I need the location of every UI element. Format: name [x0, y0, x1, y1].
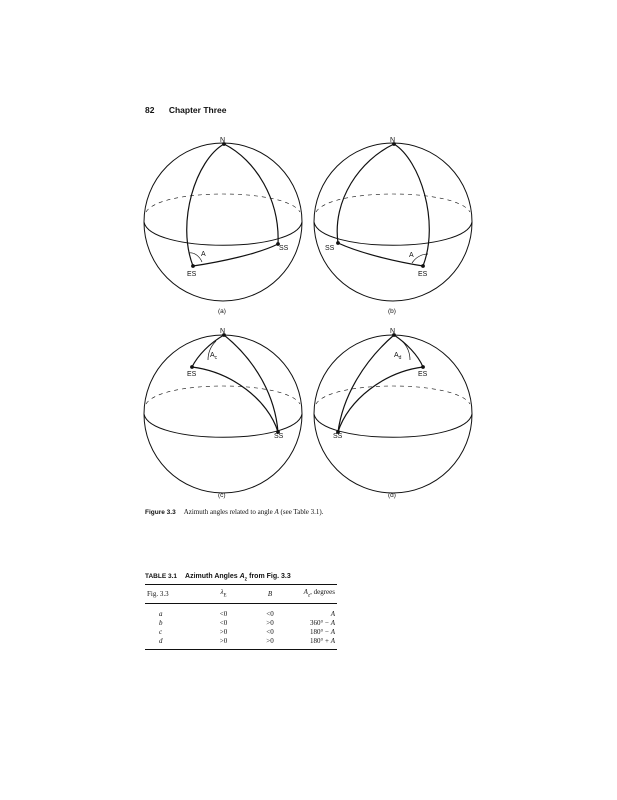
cell-az-var: A — [330, 618, 335, 627]
caption-number: Figure 3.3 — [145, 509, 176, 516]
table-title-before: Azimuth Angles — [185, 573, 240, 580]
label-a: A — [210, 352, 215, 359]
great-circle-ss-es — [338, 367, 423, 432]
label-es: ES — [418, 271, 428, 278]
header-lambda-symbol: λ — [220, 588, 224, 597]
header-lambda-sub: E — [223, 593, 227, 599]
table-title — [145, 573, 337, 582]
great-circle-es-ss — [192, 367, 278, 432]
meridian-ss — [224, 335, 278, 432]
chapter-title: Chapter Three — [168, 105, 227, 115]
caption-angle: A — [274, 508, 279, 516]
table-number: TABLE 3.1 — [145, 573, 178, 580]
table-3-1 — [145, 573, 337, 650]
table-row — [145, 619, 337, 628]
great-circle-es-ss — [193, 244, 278, 266]
cell-az-var: A — [330, 609, 335, 618]
label-angle-ad — [394, 352, 402, 361]
cell-az-pre: 360° − — [309, 618, 331, 627]
panel-label-a: (a) — [218, 308, 226, 315]
cell-azimuth — [294, 637, 337, 650]
table-title-after: from Fig. 3.3 — [247, 573, 291, 580]
cell-azimuth — [294, 619, 337, 628]
cell-b: >0 — [266, 636, 274, 645]
sphere-outline — [144, 143, 302, 301]
header-fig: Fig. 3.3 — [147, 589, 169, 598]
equator-back — [146, 386, 300, 404]
header-b-symbol: B — [267, 589, 273, 598]
header-az-symbol: A — [303, 588, 308, 597]
cell-b: >0 — [266, 618, 274, 627]
meridian-es — [187, 144, 224, 266]
equator-back — [146, 194, 300, 212]
label-es: ES — [418, 371, 428, 378]
cell-lambda: <0 — [219, 618, 228, 627]
es-point — [422, 265, 425, 268]
meridian-es — [394, 144, 429, 266]
table-title-symbol: A — [239, 573, 245, 580]
cell-fig: d — [159, 636, 163, 645]
es-point — [422, 366, 425, 369]
page-number: 82 — [145, 105, 155, 115]
label-sub-d: d — [398, 355, 402, 361]
azimuth-table — [145, 584, 337, 649]
panel-label-d: (d) — [388, 492, 396, 499]
sphere-outline — [144, 335, 302, 493]
ss-point — [337, 242, 340, 245]
header-az-suffix: , degrees — [310, 588, 335, 597]
equator-back — [316, 386, 470, 404]
cell-fig: a — [159, 609, 163, 618]
table-row — [145, 637, 337, 650]
cell-azimuth — [294, 603, 337, 619]
es-point — [192, 265, 195, 268]
cell-b: <0 — [266, 627, 274, 636]
meridian-ss — [338, 335, 394, 432]
sphere-outline — [314, 335, 472, 493]
table-title-sub: z — [244, 576, 248, 583]
label-n: N — [220, 137, 226, 144]
label-es: ES — [187, 271, 197, 278]
cell-lambda: <0 — [219, 609, 228, 618]
cell-az-pre: 180° − — [309, 627, 331, 636]
cell-az-var: A — [330, 627, 335, 636]
caption-text-after: (see Table 3.1). — [278, 508, 324, 516]
label-ss: SS — [333, 433, 343, 440]
cell-lambda: >0 — [219, 636, 228, 645]
label-n: N — [220, 328, 226, 335]
panel-label-c: (c) — [218, 492, 226, 499]
header-azimuth — [294, 585, 337, 603]
panel-label-b: (b) — [388, 308, 396, 315]
cell-b: <0 — [266, 609, 274, 618]
cell-lambda: >0 — [219, 627, 228, 636]
label-es: ES — [187, 371, 197, 378]
es-point — [191, 366, 194, 369]
sphere-panel-a — [144, 137, 302, 315]
header-b — [246, 585, 294, 603]
caption-text-before: Azimuth angles related to angle — [183, 508, 275, 516]
cell-azimuth — [294, 628, 337, 637]
label-sub-c: c — [214, 355, 218, 361]
equator-back — [316, 194, 470, 212]
table-row — [145, 628, 337, 637]
sphere-panel-c — [144, 328, 302, 499]
label-a: A — [394, 352, 399, 359]
sphere-panel-b — [314, 137, 472, 315]
figure-caption — [145, 508, 323, 516]
label-ss: SS — [279, 245, 289, 252]
cell-fig: b — [159, 618, 163, 627]
header-az-sub: z — [307, 593, 311, 599]
label-ss: SS — [325, 245, 335, 252]
cell-az-pre: 180° + — [309, 636, 331, 645]
table-header-row — [145, 585, 337, 603]
label-angle-a: A — [409, 252, 414, 259]
label-angle-ac — [210, 352, 218, 361]
label-n: N — [390, 137, 396, 144]
cell-az-var: A — [330, 636, 335, 645]
label-ss: SS — [274, 433, 284, 440]
cell-fig: c — [159, 627, 163, 636]
header-lambda — [201, 585, 246, 603]
label-n: N — [390, 328, 396, 335]
label-angle-a: A — [201, 251, 206, 258]
sphere-panel-d — [314, 328, 472, 499]
table-row — [145, 603, 337, 619]
